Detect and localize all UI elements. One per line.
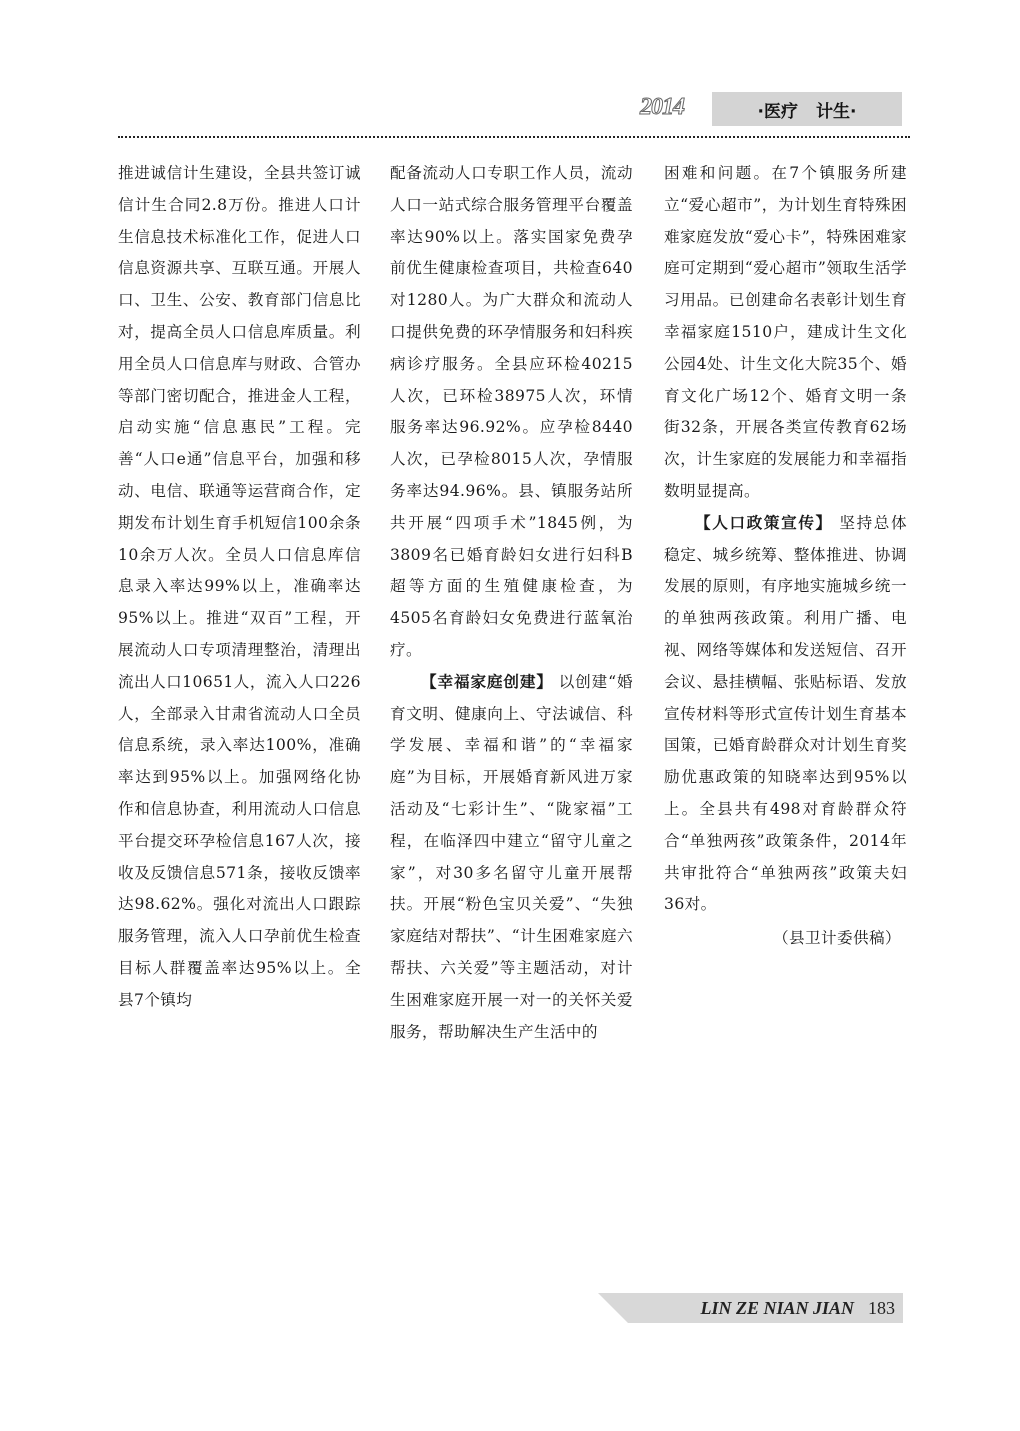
text-column-1 [118, 158, 361, 1017]
source-credit: （县卫计委供稿） [773, 929, 901, 948]
paragraph: 推进诚信计生建设，全县共签订诚信计生合同2.8万份。推进人口计生信息技术标准化工作，促进人口信息资源共享、互联互通。开展人口、卫生、公安、教育部门信息比对，提高全员人口信息库质量。利用全员人口信息库与财政、合管办等部门密切配合，推进金人工程，启动实施“信息惠民”工程。完善“人口e通”信息平台，加强和移动、电信、联通等运营商合作，定期发布计划生育手机短信100余条10余万人次。全员人口信息库信息录入率达99%以上，准确率达95%以上。推进“双百”工程，开展流动人口专项清理整治，清理出流出人口10651人，流入人口226人，全部录入甘肃省流动人口全员信息系统，录入率达100%，准确率达到95%以上。加强网络化协作和信息协查，利用流动人口信息平台提交环孕检信息167人次，接收及反馈信息571条，接收反馈率达98.62%。强化对流出人口跟踪服务管理，流入人口孕前优生检查目标人群覆盖率达95%以上。全县7个镇均 [118, 164, 361, 1009]
section-title-right: 计生· [816, 101, 857, 122]
journal-title: LIN ZE NIAN JIAN [700, 1297, 854, 1318]
page-number: 183 [868, 1297, 895, 1318]
header-divider [118, 136, 910, 138]
section-header [712, 92, 902, 126]
footer [690, 1294, 895, 1322]
section-heading-population-policy: 【人口政策宣传】 [695, 513, 833, 532]
paragraph-text: 以创建“婚育文明、健康向上、守法诚信、科学发展、幸福和谐”的“幸福家庭”为目标，开展婚育新风进万家活动及“七彩计生”、“陇家福”工程，在临泽四中建立“留守儿童之家”，对30多名留守儿童开展帮扶。开展“粉色宝贝关爱”、“失独家庭结对帮扶”、“计生困难家庭六帮扶、六关爱”等主题活动，对计生困难家庭开展一对一的关怀关爱服务，帮助解决生产生活中的 [390, 672, 633, 1041]
text-column-2 [390, 158, 633, 1048]
text-column-3 [664, 158, 907, 955]
paragraph-population-policy [664, 508, 907, 921]
section-heading-happy-family: 【幸福家庭创建】 [421, 672, 553, 691]
paragraph-text: 坚持总体稳定、城乡统筹、整体推进、协调发展的原则，有序地实施城乡统一的单独两孩政策。利用广播、电视、网络等媒体和发送短信、召开会议、悬挂横幅、张贴标语、发放宣传材料等形式宣传计划生育基本国策，已婚育龄群众对计划生育奖励优惠政策的知晓率达到95%以上。全县共有498对育龄群众符合“单独两孩”政策条件，2014年共审批符合“单独两孩”政策夫妇36对。 [664, 513, 907, 914]
paragraph: 困难和问题。在7个镇服务所建立“爱心超市”，为计划生育特殊困难家庭发放“爱心卡”，特殊困难家庭可定期到“爱心超市”领取生活学习用品。已创建命名表彰计划生育幸福家庭1510户，建成计生文化公园4处、计生文化大院35个、婚育文化广场12个、婚育文明一条街32条，开展各类宣传教育62场次，计生家庭的发展能力和幸福指数明显提高。 [664, 164, 907, 500]
section-title-left: ·医疗 [757, 101, 798, 122]
header-year-logo: 2014 [640, 94, 684, 120]
paragraph-happy-family [390, 667, 633, 1049]
paragraph: 配备流动人口专职工作人员，流动人口一站式综合服务管理平台覆盖率达90%以上。落实国家免费孕前优生健康检查项目，共检查640对1280人。为广大群众和流动人口提供免费的环孕情服务和妇科疾病诊疗服务。全县应环检40215人次，已环检38975人次，环情服务率达96.92%。应孕检8440人次，已孕检8015人次，孕情服务率达94.96%。县、镇服务站所共开展“四项手术”1845例，为3809名已婚育龄妇女进行妇科B超等方面的生殖健康检查，为4505名育龄妇女免费进行蓝氧治疗。 [390, 164, 633, 659]
